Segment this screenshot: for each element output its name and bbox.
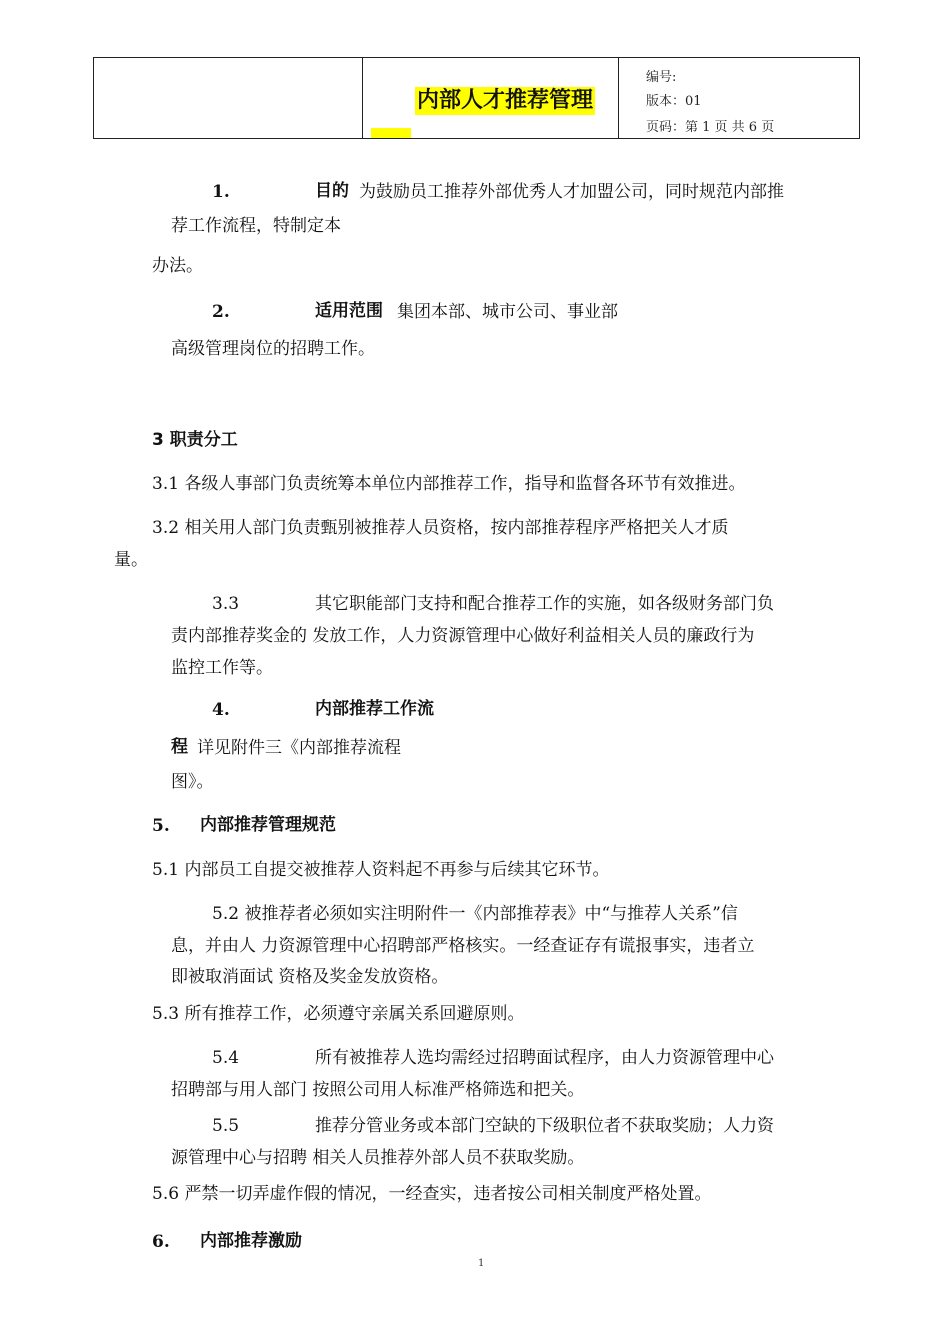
header-table: [93, 57, 860, 139]
s3-item-2-line2: 量。: [114, 550, 148, 570]
s5-item-4-line2: 招聘部与用人部门 按照公司用人标准严格筛选和把关。: [171, 1080, 585, 1100]
s1-text-line2: 荐工作流程，特制定本: [171, 216, 341, 236]
s5-item-4-number: 5.4: [212, 1048, 240, 1068]
page-number-mark: 1: [478, 1258, 485, 1269]
s3-item-3-line1: 其它职能部门支持和配合推荐工作的实施，如各级财务部门负: [315, 594, 774, 614]
doc-code: 编号:: [646, 70, 677, 85]
s3-item-1: 3.1 各级人事部门负责统筹本单位内部推荐工作，指导和监督各环节有效推进。: [152, 474, 746, 494]
s1-text-line1: 为鼓励员工推荐外部优秀人才加盟公司，同时规范内部推: [359, 182, 784, 202]
s1-text-line3: 办法。: [152, 256, 203, 276]
s5-item-4-line1: 所有被推荐人选均需经过招聘面试程序，由人力资源管理中心: [315, 1048, 774, 1068]
header-title-cell: [363, 58, 619, 138]
s5-item-5-line1: 推荐分管业务或本部门空缺的下级职位者不获取奖励；人力资: [315, 1116, 774, 1136]
s2-title: 适用范围: [315, 301, 383, 321]
s5-item-5-number: 5.5: [212, 1116, 240, 1136]
s5-item-6: 5.6 严禁一切弄虚作假的情况，一经查实，违者按公司相关制度严格处置。: [152, 1184, 712, 1204]
s3-item-3-line2: 责内部推荐奖金的 发放工作，人力资源管理中心做好利益相关人员的廉政行为: [171, 626, 755, 646]
s2-text-line2: 高级管理岗位的招聘工作。: [171, 339, 375, 359]
header-meta-cell: [619, 58, 859, 138]
document-title: 内部人才推荐管理: [417, 88, 594, 113]
s3-item-2-line1: 3.2 相关用人部门负责甄别被推荐人员资格，按内部推荐程序严格把关人才质: [152, 518, 729, 538]
s3-item-3-number: 3.3: [212, 594, 240, 614]
s5-item-2-line1: 5.2 被推荐者必须如实注明附件一《内部推荐表》中“与推荐人关系”信: [212, 904, 738, 924]
s6-title: 内部推荐激励: [200, 1231, 302, 1251]
s1-number: 1.: [212, 182, 230, 202]
s5-item-2-line2: 息，并由人 力资源管理中心招聘部严格核实。一经查证存有谎报事实，违者立: [171, 936, 755, 956]
s5-title: 内部推荐管理规范: [200, 815, 336, 835]
doc-page: 页码：第 1 页 共 6 页: [646, 120, 775, 135]
s5-item-1: 5.1 内部员工自提交被推荐人资料起不再参与后续其它环节。: [152, 860, 610, 880]
s3-heading: 3 职责分工: [152, 430, 238, 450]
header-logo-cell: [94, 58, 363, 138]
s4-title-line1: 内部推荐工作流: [315, 699, 434, 719]
s5-item-3: 5.3 所有推荐工作，必须遵守亲属关系回避原则。: [152, 1004, 525, 1024]
s6-number: 6.: [152, 1232, 170, 1252]
s4-number: 4.: [212, 700, 230, 720]
doc-version: 版本：01: [646, 94, 702, 109]
s5-number: 5.: [152, 816, 170, 836]
s4-text-line2: 图》。: [171, 772, 214, 792]
s5-item-5-line2: 源管理中心与招聘 相关人员推荐外部人员不获取奖励。: [171, 1148, 585, 1168]
s4-text-line1: 详见附件三《内部推荐流程: [197, 738, 401, 758]
s5-item-2-line3: 即被取消面试 资格及奖金发放资格。: [171, 967, 449, 987]
s4-title-line2: 程: [171, 737, 188, 757]
title-overflow-highlight: [371, 128, 411, 138]
s2-number: 2.: [212, 302, 230, 322]
s2-text-line1: 集团本部、城市公司、事业部: [397, 302, 618, 322]
s3-item-3-line3: 监控工作等。: [171, 658, 273, 678]
s1-title: 目的: [315, 181, 349, 201]
